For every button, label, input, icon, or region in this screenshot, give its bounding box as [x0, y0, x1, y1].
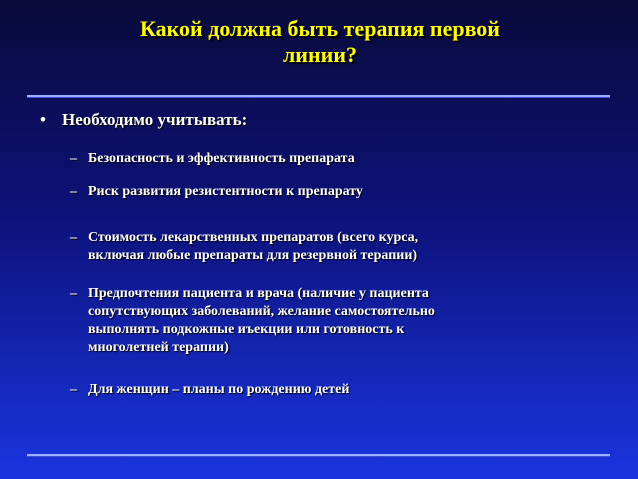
list-item-resistance	[70, 183, 600, 201]
dash-symbol: –	[70, 184, 77, 199]
list-item-pregnancy	[70, 381, 600, 399]
main-bullet	[40, 110, 247, 130]
title-line-2: линии?	[282, 42, 358, 67]
bottom-divider	[27, 454, 610, 456]
bullet-symbol: •	[40, 110, 46, 129]
list-item-cost	[70, 229, 600, 265]
dash-symbol: –	[70, 230, 77, 245]
list-item-line: Стоимость лекарственных препаратов (всего курса,	[88, 230, 419, 245]
list-item-line: Для женщин – планы по рождению детей	[88, 382, 350, 397]
list-item-safety	[70, 150, 600, 168]
list-item-line: многолетней терапии)	[88, 340, 229, 355]
list-item-preferences	[70, 285, 600, 357]
list-item-line: Предпочтения пациента и врача (наличие у пациента	[88, 286, 429, 301]
dash-symbol: –	[70, 382, 77, 397]
list-item-line: Безопасность и эффективность препарата	[88, 151, 355, 166]
top-divider	[27, 95, 610, 97]
bullet-text: Необходимо учитывать:	[62, 110, 248, 129]
slide-title	[40, 16, 600, 68]
title-line-1: Какой должна быть терапия первой	[139, 16, 500, 41]
dash-symbol: –	[70, 286, 77, 301]
list-item-line: выполнять подкожные иъекции или готовность к	[88, 322, 405, 337]
list-item-line: сопутствующих заболеваний, желание самостоятельно	[88, 304, 435, 319]
list-item-line: Риск развития резистентности к препарату	[88, 184, 363, 199]
dash-symbol: –	[70, 151, 77, 166]
list-item-line: включая любые препараты для резервной терапии)	[88, 248, 418, 263]
